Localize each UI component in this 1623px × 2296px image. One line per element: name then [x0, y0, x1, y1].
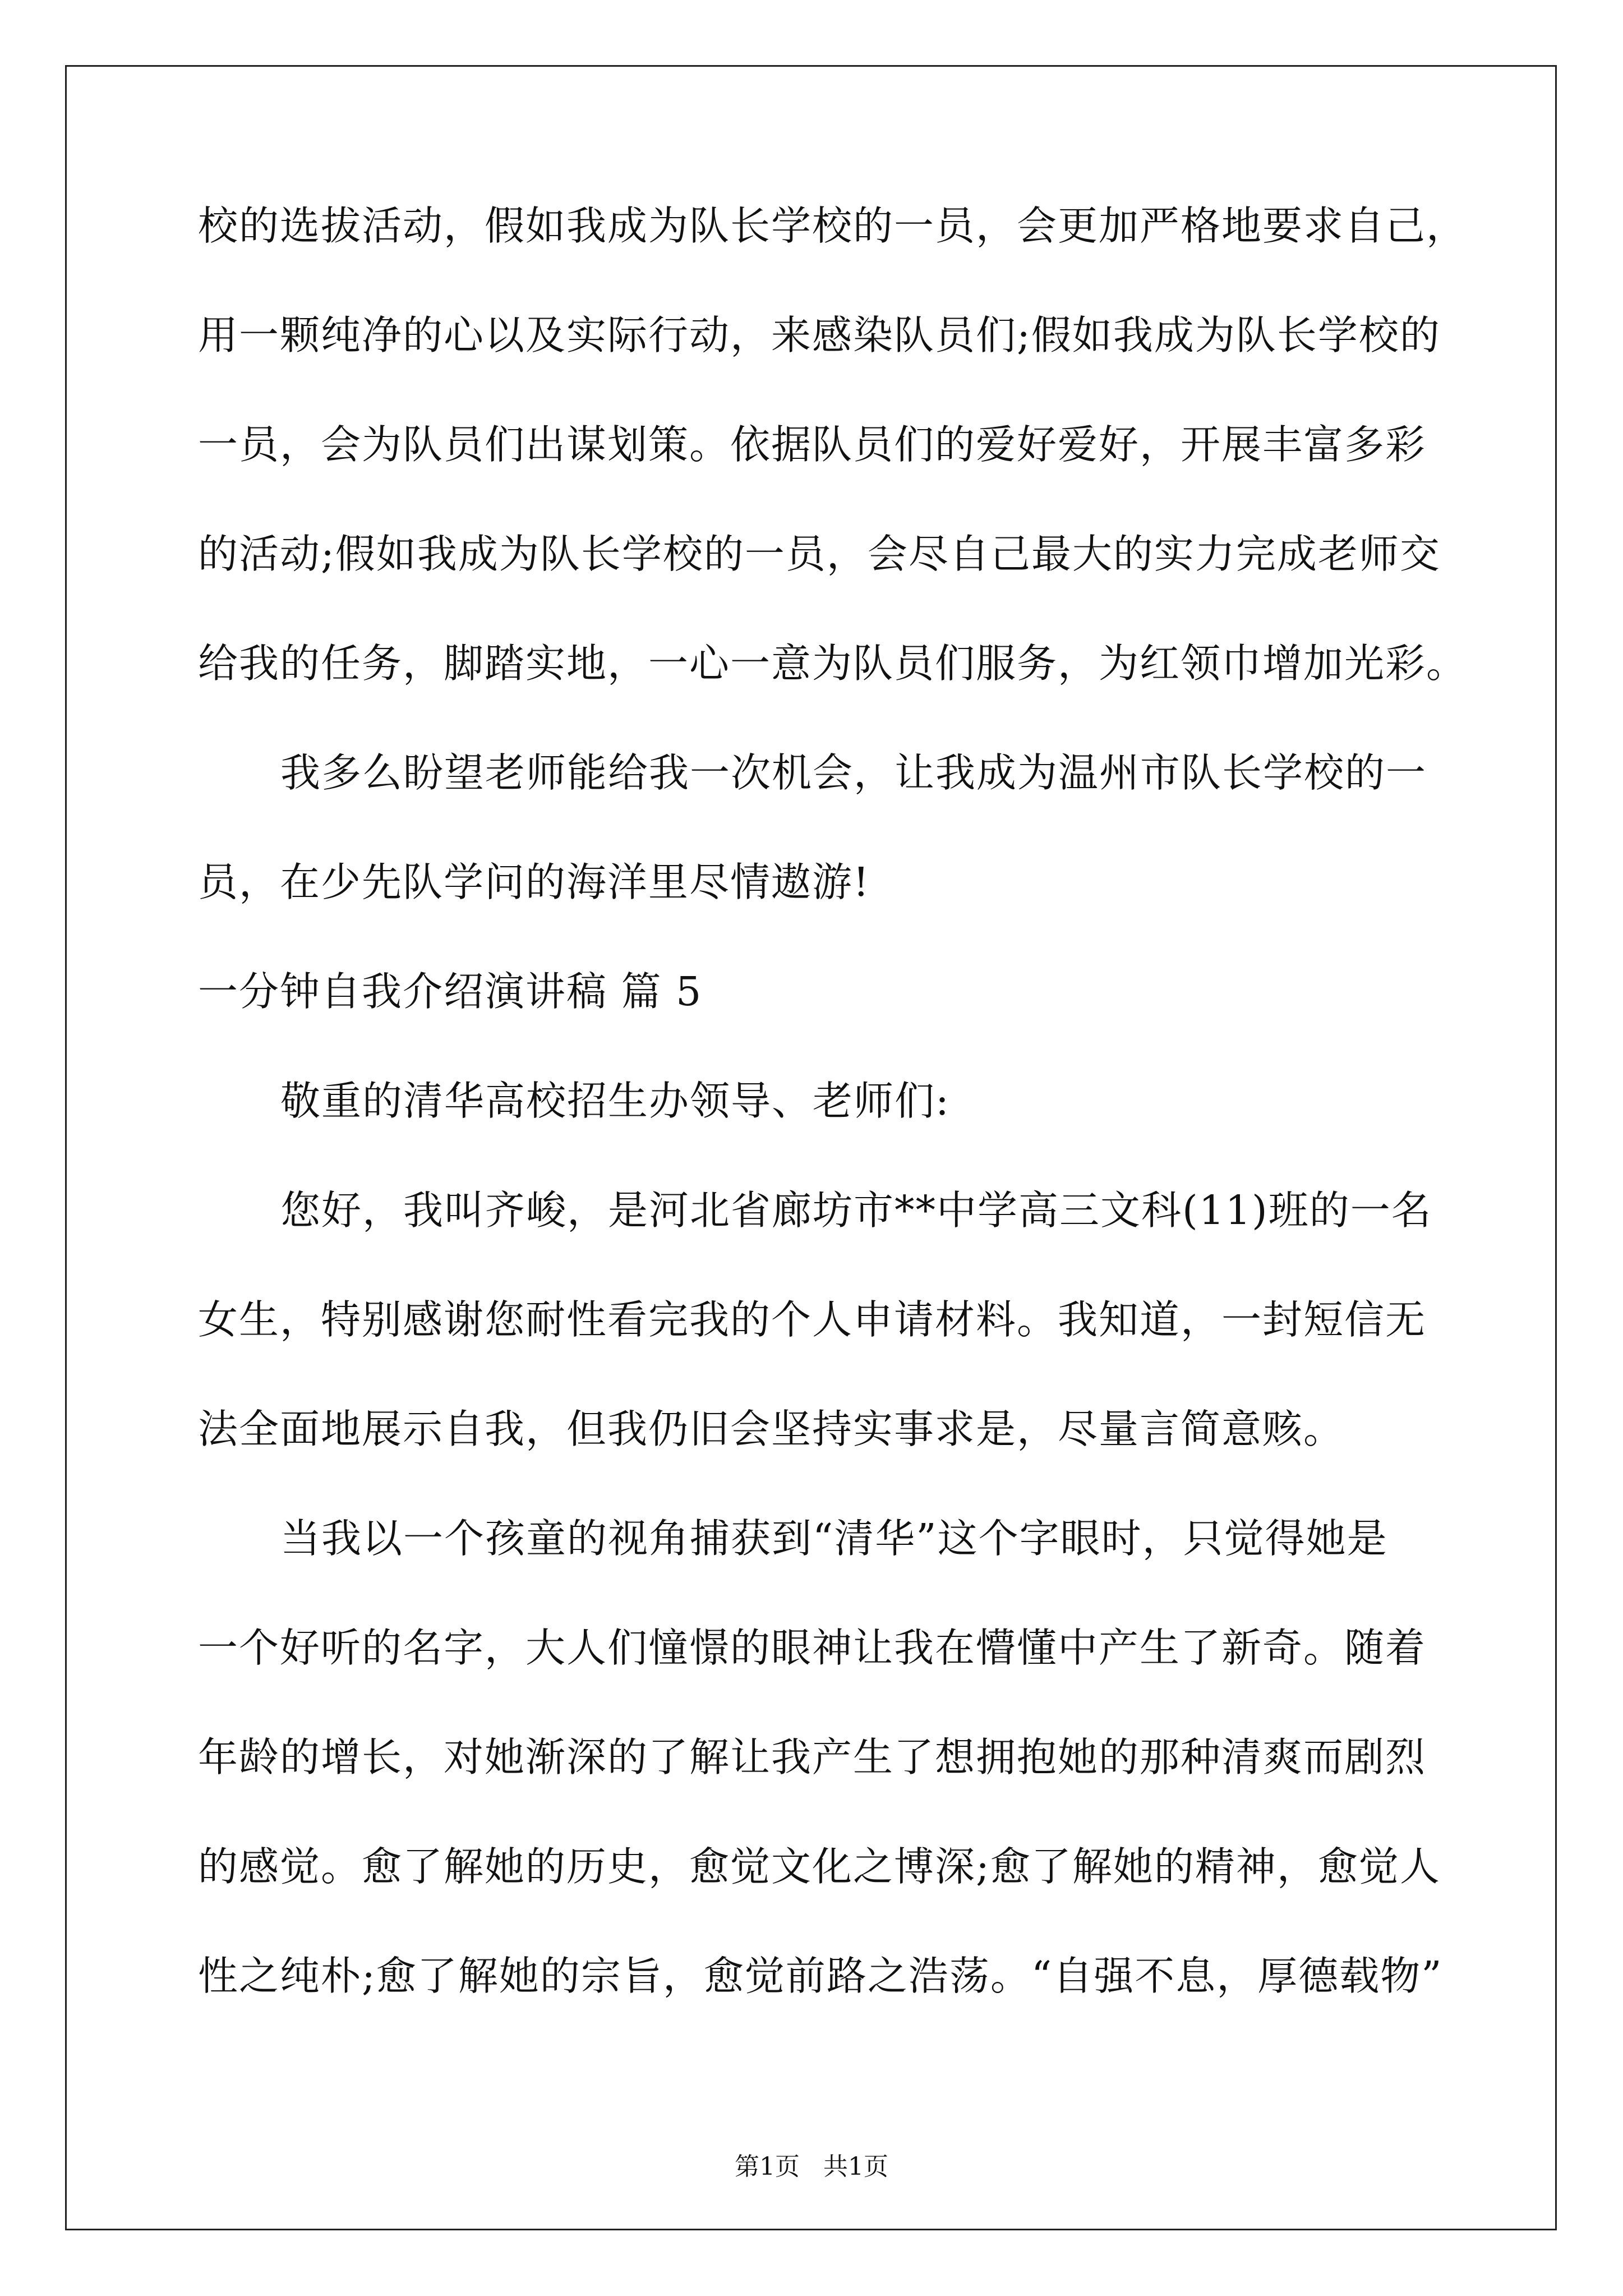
- body-line-3: 一员，会为队员们出谋划策。依据队员们的爱好爱好，开展丰富多彩: [198, 421, 1427, 468]
- body-line-14: 一个好听的名字，大人们憧憬的眼神让我在懵懂中产生了新奇。随着: [198, 1625, 1427, 1671]
- body-line-17: 性之纯朴;愈了解她的宗旨，愈觉前路之浩荡。“自强不息，厚德载物”: [198, 1953, 1443, 1999]
- page-border: [65, 65, 1557, 2230]
- body-line-6: 我多么盼望老师能给我一次机会，让我成为温州市队长学校的一: [280, 749, 1427, 796]
- body-line-15: 年龄的增长，对她渐深的了解让我产生了想拥抱她的那种清爽而剧烈: [198, 1734, 1427, 1780]
- body-line-5: 给我的任务，脚踏实地，一心一意为队员们服务，为红领巾增加光彩。: [198, 640, 1468, 687]
- body-line-4: 的活动;假如我成为队长学校的一员，会尽自己最大的实力完成老师交: [198, 531, 1441, 577]
- body-line-2: 用一颗纯净的心以及实际行动，来感染队员们;假如我成为队长学校的: [198, 312, 1441, 358]
- body-line-12: 法全面地展示自我，但我仍旧会坚持实事求是，尽量言简意赅。: [198, 1406, 1345, 1452]
- body-line-1: 校的选拔活动，假如我成为队长学校的一员，会更加严格地要求自己，: [198, 203, 1468, 249]
- salutation-line: 敬重的清华高校招生办领导、老师们:: [280, 1078, 950, 1124]
- body-line-16: 的感觉。愈了解她的历史，愈觉文化之博深;愈了解她的精神，愈觉人: [198, 1843, 1441, 1890]
- page-number-footer: 第1页 共1页: [735, 2152, 888, 2181]
- body-line-13: 当我以一个孩童的视角捕获到“清华”这个字眼时，只觉得她是: [280, 1515, 1388, 1562]
- section-heading: 一分钟自我介绍演讲稿 篇 5: [198, 968, 703, 1015]
- body-line-11: 女生，特别感谢您耐性看完我的个人申请材料。我知道，一封短信无: [198, 1296, 1427, 1343]
- body-line-7: 员，在少先队学问的海洋里尽情遨游!: [198, 859, 870, 905]
- body-line-10: 您好，我叫齐峻，是河北省廊坊市**中学高三文科(11)班的一名: [280, 1187, 1432, 1234]
